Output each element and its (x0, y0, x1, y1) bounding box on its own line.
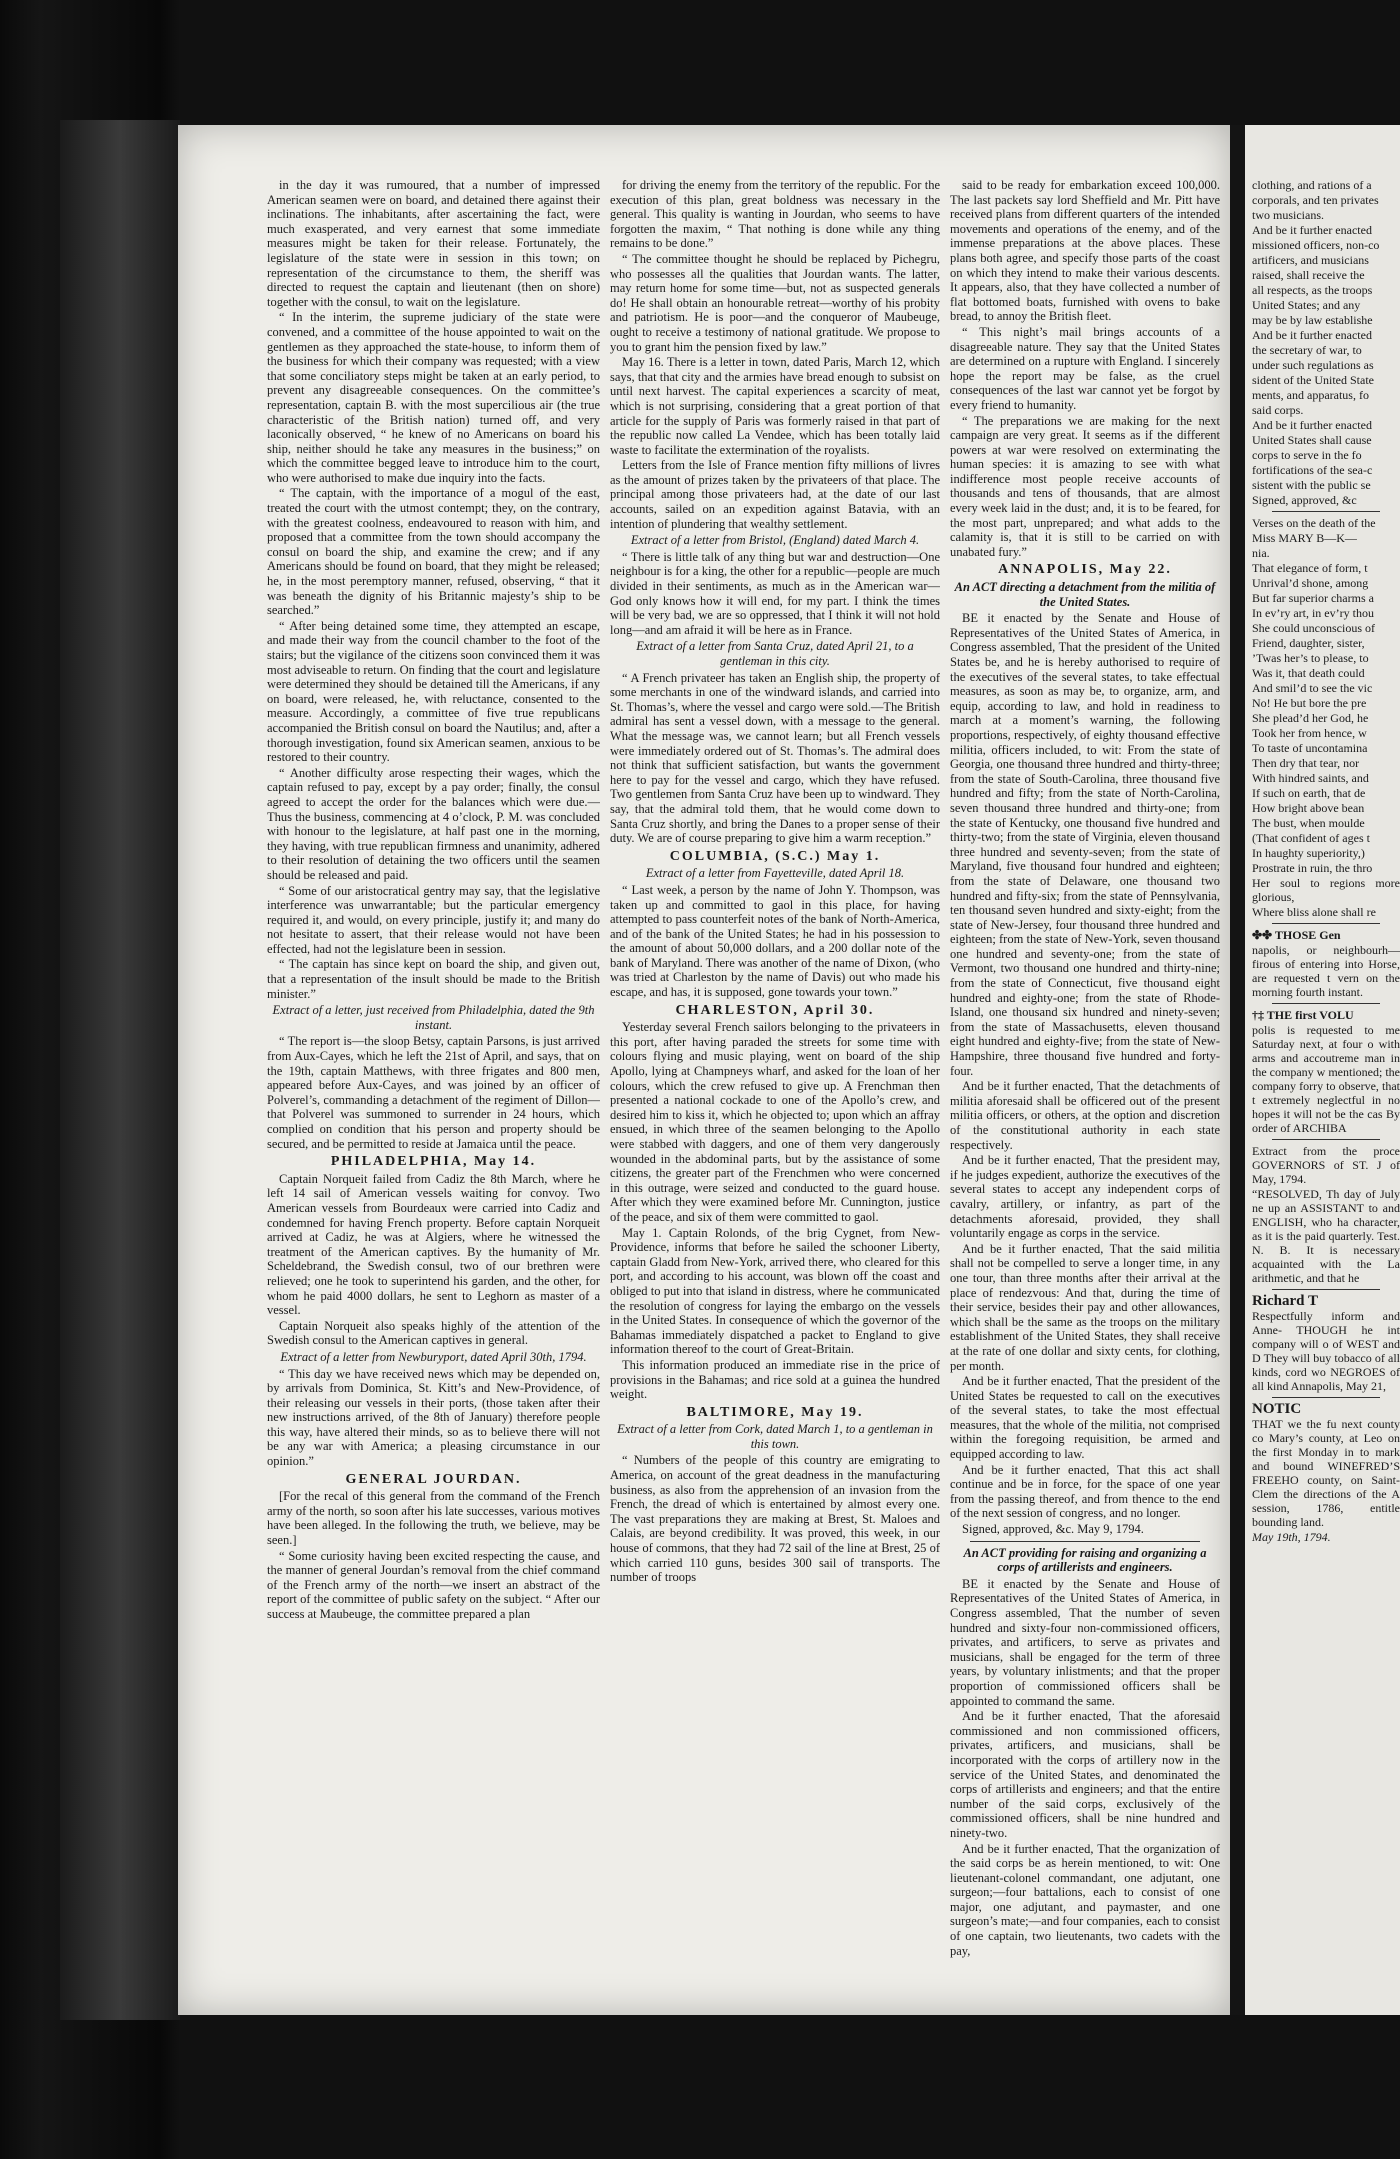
text-line: corporals, and ten privates (1252, 193, 1379, 207)
text-line: Then dry that tear, nor (1252, 756, 1360, 770)
extract-heading: Extract of a letter from Bristol, (England) dated March 4. (630, 533, 920, 548)
article-paragraph: “ In the interim, the supreme judiciary of the state were convened, and a committee of the house appointed to wait on the gentlemen as they approached the state-house, to inform them of the business for which their company was requested; with a view that some conciliatory steps might be taken at an early period, to prevent any disagreeable consequences. On the committee’s representation, captain B. with the most supercilious air (the true characteristic of the British nation) turned off, and very laconically observed, “ he knew of no Americans on board his ship, neither should he take any measures in the business;” on which the committee begged leave to introduce him to the court, who were authorised to make due inquiry into the facts. (267, 310, 600, 485)
notice-text: THAT we the fu next county co Mary’s county, at Leo on the first Monday in to mark and bound WINEFRED’S FREEHO county, on Saint-Clem the directions of the A session, 1786, entitle bounding land. (1252, 1417, 1400, 1529)
text-line: Miss MARY B—K— (1252, 531, 1357, 545)
divider (1272, 1397, 1380, 1398)
article-paragraph: May 16. There is a letter in town, dated Paris, March 12, which says, that that city and the armies have bread enough to subsist on until next harvest. The capital experiences a scarcity of meat, which is not surprising, considering that a great portion of that article for the supply of Paris was formerly raised in that part of the republic now called La Vendee, which has been totally laid waste to facilitate the extermination of the royalists. (610, 355, 940, 457)
extract-heading: Extract of a letter from Santa Cruz, dated April 21, to a gentleman in this city. (636, 639, 914, 668)
text-line: all respects, as the troops (1252, 283, 1373, 297)
notice-heading: Richard T (1252, 1293, 1318, 1309)
dateline-heading: COLUMBIA, (S.C.) May 1. (669, 848, 881, 864)
act-text: And be it further enacted, That the president may, if he judges expedient, authorize the executives of the several states to accept any independent corps of cavalry, artillery, or infantry, as part of the detachments aforesaid, provided, they shall voluntarily engage as corps in the service. (950, 1153, 1220, 1241)
text-line: (That confident of ages t (1252, 831, 1370, 845)
text-line: Verses on the death of the (1252, 516, 1376, 530)
article-paragraph: Yesterday several French sailors belonging to the privateers in this port, after having paraded the streets for some time with colours flying and music playing, went on board of the ship Apollo, lying at Champneys wharf, and asked for the loan of her colours, which the crew refused to give up. A Frenchman then presented a national cockade to one of the Apollo’s crew, and desired him to kiss it, which he objected to; upon which an affray ensued, in which three of the seamen belonging to the Apollo were stabbed with daggers, and one of them very dangerously wounded in the abdominal parts, but by the assistance of some citizens, the greater part of the Frenchmen who were concerned in this outrage, were seized and conducted to the guard house. After which they were examined before Mr. Cunnington, justice of the peace, and six of them were committed to gaol. (610, 1020, 940, 1224)
notice-text: “RESOLVED, Th day of July ne up an ASSISTANT to and ENGLISH, who ha character, as it is the paid quarterly. Test. N. B. It is necessary acquainted with the La arithmetic, and that he (1252, 1187, 1400, 1285)
notice-text: napolis, or neighbourh— firous of entering into Horse, are requested t vern on the morning fourth instant. (1252, 943, 1400, 999)
text-line: said corps. (1252, 403, 1304, 417)
act-text: And be it further enacted, That the organization of the said corps be as herein mentioned, to wit: One lieutenant-colonel commandant, one adjutant, one surgeon;—four battalions, each to consist of one major, one adjutant, and paymaster, and one surgeon’s mate;—and four companies, each to consist of one captain, two lieutenants, two cadets with the pay, (950, 1841, 1220, 1958)
text-line: In haughty superiority,) (1252, 846, 1365, 860)
article-paragraph: Captain Norqueit also speaks highly of the attention of the Swedish consul to the American captives in general. (267, 1318, 600, 1348)
act-text: And be it further enacted, That the detachments of militia aforesaid shall be officered out of the present militia officers, or others, at the option and discretion of the constitutional authority in each state respectively. (950, 1079, 1220, 1152)
text-line: She could unconscious of (1252, 621, 1375, 635)
extract-heading: Extract of a letter from Fayetteville, dated April 18. (645, 866, 905, 881)
notice-heading: †‡ THE first VOLU (1252, 1008, 1354, 1022)
act-text: BE it enacted by the Senate and House of Representatives of the United States of America, in Congress assembled, That the number of seven hundred and sixty-four non-commissioned officers, privates, and artificers, to serve as privates and musicians, shall be engaged for the term of three years, by voluntary inlistments; and that the proper proportion of commissioned officers shall be appointed to command the same. (950, 1576, 1220, 1708)
divider (1272, 923, 1380, 924)
text-line: And be it further enacted (1252, 223, 1372, 237)
article-paragraph: “ The preparations we are making for the next campaign are very great. It seems as if the different powers at war were resolved on exterminating the human species: it is amazing to see with what indifference most people receive accounts of thousands and tens of thousands, that are almost every week laid in the dust; and, it is to be feared, for the most part, unprepared; and what adds to the calamity is, that it is still to be carried on with unabated fury.” (950, 413, 1220, 559)
column-1 (267, 178, 600, 1958)
article-paragraph: “ Another difficulty arose respecting their wages, which the captain refused to pay, except by a pay order; finally, the consul agreed to accept the order for the balances which were due.—Thus the business, commencing at 4 o’clock, P. M. was concluded with honour to the legislature, at half past one in the morning, they having, with true republican firmness and unanimity, adhered to their resolution of detaining the two officers until the seamen should be released and paid. (267, 765, 600, 882)
column-4-facing-page (1252, 178, 1400, 1958)
text-line: How bright above bean (1252, 801, 1365, 815)
dateline-heading: ANNAPOLIS, May 22. (998, 562, 1172, 578)
article-paragraph: for driving the enemy from the territory of the republic. For the execution of this plan, great boldness was necessary in the general. This quality is wanting in Jourdan, who seems to have forgotten the maxim, “ That nothing is done while any thing remains to be done.” (610, 178, 940, 251)
article-paragraph: “ Last week, a person by the name of John Y. Thompson, was taken up and committed to gaol in this place, for having attempted to pass counterfeit notes of the bank of North-America, and of the bank of the United States; he had in his possession to the amount of about 50,000 dollars, and a 200 dollar note of the bank of Maryland. There was another of the name of Dixon, (who was tried at Charleston by the name of Davis) out who made his escape, and has, it is supposed, gone towards your town.” (610, 882, 940, 1000)
divider (970, 1541, 1200, 1542)
act-title: An ACT providing for raising and organizing a corps of artillerists and engineers. (963, 1545, 1207, 1575)
text-line: Her soul to regions more glorious, (1252, 876, 1400, 904)
text-line: two musicians. (1252, 208, 1324, 222)
text-line: Prostrate in ruin, the thro (1252, 861, 1373, 875)
article-paragraph: Captain Norqueit failed from Cadiz the 8th March, where he left 14 sail of American vessels waiting for convoy. Two American vessels from Bourdeaux were carried into Cadiz and condemned for having French property. Before captain Norqueit arrived at Cadiz, he was at Algiers, where he witnessed the treatment of the American captives. By the humanity of Mr. Scheldebrand, the Swedish consul, two of our brethren were relieved; one he took to superintend his garden, and the other, for whom he paid 4000 dollars, he sent to Leghorn as master of a vessel. (267, 1171, 600, 1318)
article-paragraph: “ Some of our aristocratical gentry may say, that the legislative interference was unwarrantable; but the particular emergency required it, and would, on every principle, justify it; and many do not hesitate to assert, that their release would not have been effected, had not the legislature been in session. (267, 883, 600, 956)
text-line: Signed, approved, &c (1252, 493, 1357, 507)
dateline-heading: PHILADELPHIA, May 14. (330, 1154, 537, 1170)
text-line: No! He but bore the pre (1252, 696, 1367, 710)
divider (1272, 1289, 1380, 1290)
text-line: She plead’d her God, he (1252, 711, 1369, 725)
article-paragraph: “ Numbers of the people of this country are emigrating to America, on account of the great deadness in the manufacturing business, as also from the apprehension of an invasion from the French, the dread of which is entertained by almost every one. The vast preparations they are making at Brest, St. Maloes and Calais, are beyond credibility. It was proved, this week, in our house of commons, that they had 72 sail of the line at Brest, 25 of which carried 110 guns, besides 300 sail of transports. The number of troops (610, 1453, 940, 1585)
column-3 (950, 178, 1220, 1958)
notice-dateline: May 19th, 1794. (1252, 1530, 1331, 1544)
notice-heading: ✤✤ THOSE Gen (1252, 928, 1341, 942)
text-line: And be it further enacted (1252, 328, 1372, 342)
divider (1272, 1139, 1380, 1140)
text-line: ments, and apparatus, fo (1252, 388, 1369, 402)
text-line: United States shall cause (1252, 433, 1372, 447)
text-line: raised, shall receive the (1252, 268, 1365, 282)
text-line: Friend, daughter, sister, (1252, 636, 1365, 650)
text-line: Where bliss alone shall re (1252, 905, 1376, 919)
text-line: To taste of uncontamina (1252, 741, 1368, 755)
notice-heading: Extract from the proce GOVERNORS of ST. J of May, 1794. (1252, 1144, 1400, 1186)
dateline-heading: CHARLESTON, April 30. (675, 1002, 875, 1018)
extract-heading: Extract of a letter, just received from Philadelphia, dated the 9th instant. (272, 1003, 595, 1032)
text-line: the secretary of war, to (1252, 343, 1362, 357)
page-gutter (1230, 125, 1245, 2015)
text-line: corps to serve in the fo (1252, 448, 1362, 462)
text-line: sistent with the public se (1252, 478, 1371, 492)
article-paragraph: “ This day we have received news which may be depended on, by arrivals from Dominica, St. Kitt’s and New-Providence, of their releasing our vessels in their ports, (those taken after their new instructions arrived, of the 8th of January) therefore people this way, have altered their minds, so as to believe there will not be any war with America; a pleasing circumstance in our opinion.” (267, 1366, 600, 1469)
text-line: missioned officers, non-co (1252, 238, 1380, 252)
text-line: That elegance of form, t (1252, 561, 1368, 575)
article-paragraph: “ The captain has since kept on board the ship, and given out, that a representation of the insult should be made to the British minister.” (267, 957, 600, 1001)
article-paragraph: Letters from the Isle of France mention fifty millions of livres as the amount of prizes taken by the privateers of that place. The principal among those privateers had, at the date of our last accounts, sailed on an expedition against Batavia, with an intention of plundering that wealthy settlement. (610, 458, 940, 531)
act-signed: Signed, approved, &c. May 9, 1794. (962, 1522, 1144, 1537)
act-text: And be it further enacted, That the aforesaid commissioned and non commissioned officers, privates, artificers, and musicians, shall be incorporated with the corps of artillery now in the service of the United States, and denominated the corps of artillerists and engineers; and that the entire number of the said corps, exclusively of the commissioned officers, shall be nine hundred and ninety-two. (950, 1709, 1220, 1840)
article-paragraph: said to be ready for embarkation exceed 100,000. The last packets say lord Sheffield and Mr. Pitt have received plans from different quarters of the intended movements and operations of the enemy, and of the immense preparations at the above places. These plans both agree, and specify those parts of the coast on which they intend to make their various descents. It appears, also, that they have collected a number of flat bottomed boats, furnished with ovens to bake bread, to annoy the British fleet. (950, 178, 1220, 324)
divider (1272, 1003, 1380, 1004)
text-line: clothing, and rations of a (1252, 178, 1372, 192)
text-line: Took her from hence, w (1252, 726, 1367, 740)
notice-text: polis is requested to me Saturday next, at four o with arms and accoutreme man in the company w mentioned; the company forry to observe, that t extremely neglectful in no hopes it will not be the cas By order of ARCHIBA (1252, 1023, 1400, 1135)
article-paragraph: “ There is little talk of any thing but war and destruction—One neighbour is for a king, the other for a republic—people are much divided in their sentiments, as much as in the American war—God only knows how it will end, for my part. I think the times will be very bad, we are so oppressed, that I think it will not hold long—and am afraid it will be here as in France. (610, 549, 940, 637)
article-paragraph: “ A French privateer has taken an English ship, the property of some merchants in one of the windward islands, and carried into St. Thomas’s, where the vessel and cargo were sold.—The British admiral has sent a vessel down, with a message to the general. What the message was, we cannot learn; but all French vessels were immediately ordered out of St. Thomas’s. The admiral does not think that sufficient satisfaction, but wants the government here to pay for the vessel and cargo, which they have refused. Two gentlemen from Santa Cruz have been up to windward. They say, that the admiral told them, that he would come down to Santa Cruz shortly, and bring the Danes to a proper sense of their duty. We are of course preparing to give him a warm reception.” (610, 670, 940, 846)
article-paragraph: “ This night’s mail brings accounts of a disagreeable nature. They say that the United States are determined on a rupture with England. I sincerely hope the report may be false, as the cruel consequences of the last war cannot yet be forgot by every friend to humanity. (950, 324, 1220, 412)
article-paragraph: “ The captain, with the importance of a mogul of the east, treated the court with the utmost contempt; they, on the contrary, with the greatest coolness, endeavoured to reason with him, and proposed that a committee from the town should accompany the consul on board the ship, and examine the crew; and if any Americans should be found on board, that they might be released; he, in the most peremptory manner, refused, observing, “ that it was beneath the dignity of his Britannic majesty’s ship to be searched.” (267, 486, 600, 618)
section-heading: GENERAL JOURDAN. (345, 1471, 522, 1487)
text-line: ’Twas her’s to please, to (1252, 651, 1369, 665)
article-paragraph: “ After being detained some time, they attempted an escape, and made their way from the council chamber to the foot of the stairs; but the vigilance of the citizens soon convinced them it was most adviseable to return. On finding that the court and legislature were determined they should be detained till the Americans, if any on board, were released, he, with reluctance, consented to the measure. Accordingly, a committee of five true republicans accompanied the British consul on board the Nautilus; and, after a thorough investigation, found six American seamen, anxious to be restored to their country. (267, 618, 600, 765)
act-title: An ACT directing a detachment from the militia of the United States. (954, 580, 1216, 609)
extract-heading: Extract of a letter from Newburyport, dated April 30th, 1794. (280, 1349, 587, 1364)
text-line: If such on earth, that de (1252, 786, 1366, 800)
act-text: And be it further enacted, That the said militia shall not be compelled to serve a longer time, in any one tour, than three months after their arrival at the place of rendezvous: And that, during the time of their service, besides their pay and other allowances, which shall be the same as the troops on the military establishment of the United States, they shall receive at the rate of one dollar and sixty cents, for clothing, per month. (950, 1241, 1220, 1373)
act-text: And be it further enacted, That this act shall continue and be in force, for the space of one year from the passing thereof, and from thence to the end of the next session of congress, and no longer. (950, 1462, 1220, 1521)
text-line: Was it, that death could (1252, 666, 1365, 680)
text-line: United States; and any (1252, 298, 1361, 312)
text-line: under such regulations as (1252, 358, 1374, 372)
text-line: In ev’ry art, in ev’ry thou (1252, 606, 1374, 620)
book-binding (60, 120, 180, 2020)
text-line: nia. (1252, 546, 1270, 560)
notice-text: Respectfully inform and Anne- THOUGH he int company will o of WEST and D They will buy tobacco of all kinds, cord wo NEGROES of all kind Annapolis, May 21, (1252, 1309, 1400, 1393)
text-line: may be by law establishe (1252, 313, 1373, 327)
extract-heading: Extract of a letter from Cork, dated March 1, to a gentleman in this town. (617, 1422, 933, 1451)
article-paragraph: “ Some curiosity having been excited respecting the cause, and the manner of general Jourdan’s removal from the chief command of the French army of the north—we insert an abstract of the report of the committee of public safety on the subject. “ After our success at Maubeuge, the committee prepared a plan (267, 1548, 600, 1621)
text-line: artificers, and musicians (1252, 253, 1369, 267)
text-line: But far superior charms a (1252, 591, 1374, 605)
article-paragraph: May 1. Captain Rolonds, of the brig Cygnet, from New-Providence, informs that before he sailed the schooner Liberty, captain Gladd from New-York, arrived there, who cleared for this port, and according to his account, was blown off the coast and obliged to put into that island in distress, where he communicated the resolution of congress for laying the embargo on the vessels in the United States. In consequence of which the governor of the Bahamas immediately dispatched a packet to England to give information thereof to the court of Great-Britain. (610, 1225, 940, 1357)
article-paragraph: in the day it was rumoured, that a number of impressed American seamen were on board, and detained there against their inclinations. The inhabitants, after ascertaining the fact, were much exasperated, and very earnest that some immediate measures might be taken for their release. Fortunately, the legislature of the state were in session in this town; on representation of the circumstance to them, the sheriff was directed to request the captain and lieutenant (then on shore) together with the consul, to wait on the legislature. (267, 178, 600, 309)
text-line: sident of the United State (1252, 373, 1374, 387)
article-paragraph: “ The report is—the sloop Betsy, captain Parsons, is just arrived from Aux-Cayes, which he left the 21st of April, and says, that on the 19th, captain Matthews, with three frigates and 800 men, appeared before Aux-Cayes, and was joined by an officer of Polverel’s, commanding a detachment of the regiment of Dillon—that Polverel was summoned to surrender in 24 hours, which complied on condition that his person and property should be secured, and be permitted to reside at Jamaica until the peace. (267, 1034, 600, 1151)
dateline-heading: BALTIMORE, May 19. (686, 1404, 864, 1420)
notice-heading: NOTIC (1252, 1401, 1302, 1417)
column-2 (610, 178, 940, 1958)
text-line: With hindred saints, and (1252, 771, 1369, 785)
text-line: fortifications of the sea-c (1252, 463, 1373, 477)
text-line: The bust, when moulde (1252, 816, 1365, 830)
text-line: And be it further enacted (1252, 418, 1372, 432)
act-text: And be it further enacted, That the president of the United States be requested to call on the executives of the several states, to take the most effectual measures, that the whole of the militia, not comprised within the foregoing requisition, be armed and equipped according to law. (950, 1374, 1220, 1462)
article-paragraph: This information produced an immediate rise in the price of provisions in the Bahamas; and rice sold at a guinea the hundred weight. (610, 1357, 940, 1402)
article-paragraph: [For the recal of this general from the command of the French army of the north, so soon after his late successes, various motives have been alleged. In the following the truth, we believe, may be seen.] (267, 1489, 600, 1548)
divider (1272, 511, 1380, 512)
text-line: Unrival’d shone, among (1252, 576, 1369, 590)
article-paragraph: “ The committee thought he should be replaced by Pichegru, who possesses all the qualities that Jourdan wants. The latter, may return home for some time—but, not as suspected generals do! He shall obtain an honourable retreat—worthy of his probity and patriotism. He is poor—and the conqueror of Maubeuge, ought to receive a testimony of national gratitude. We propose to you to grant him the pension fixed by law.” (610, 251, 940, 354)
act-text: BE it enacted by the Senate and House of Representatives of the United States of America, in Congress assembled, That the president of the United States be, and he is hereby authorised to require of the executives of the several states, to take effectual measures, as soon as may be, to organize, arm, and equip, according to law, and hold in readiness to march at a moment’s warning, the following proportions, respectively, of eighty thousand effective militia, officers included, to wit: From the state of Georgia, one thousand three hundred and thirty-three; from the state of South-Carolina, three thousand five hundred and fifty; from the state of North-Carolina, seven thousand three hundred and thirty-one; from the state of Kentucky, one thousand five hundred and thirty-two; from the state of Virginia, eleven thousand three hundred and seventy-seven; from the state of Maryland, five thousand four hundred and eighteen; from the state of Delaware, one thousand two hundred and fifty-six; from the state of Pennsylvania, ten thousand seven hundred and sixty-eight; from the state of New-Jersey, four thousand three hundred and eighteen; from the state of New-York, seven thousand one hundred and seventy-one; from the state of Vermont, two thousand one hundred and thirty-nine; from the state of Connecticut, five thousand eight hundred and eighty-one; from the state of Rhode-Island, one thousand six hundred and ninety-seven; from the state of Massachusetts, eleven thousand eight hundred and eighty-five; from the state of New-Hampshire, three thousand five hundred and forty-four. (950, 611, 1220, 1078)
text-line: And smil’d to see the vic (1252, 681, 1373, 695)
